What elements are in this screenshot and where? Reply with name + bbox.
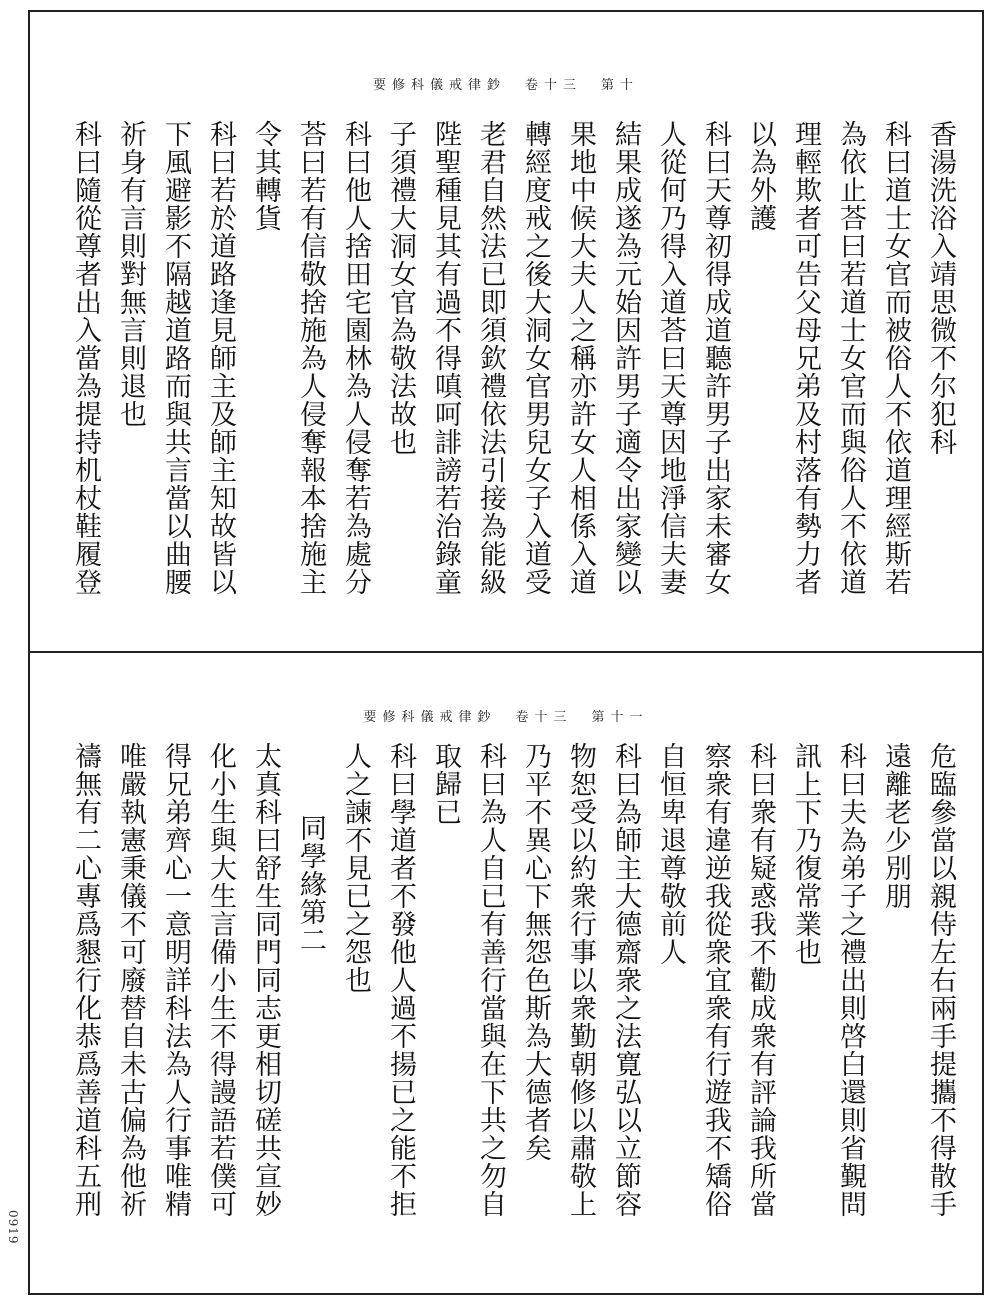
text-column: 唯嚴執憲秉儀不可廢替自未古偏為他祈: [115, 742, 146, 1218]
text-column: 人之諫不見已之怨也: [340, 742, 371, 994]
text-column: 老君自然法已即須欽禮依法引接為能級: [475, 120, 506, 596]
text-column: 科曰為師主大德齋衆之法寛弘以立節容: [610, 742, 641, 1218]
text-column: 乃平不異心下無怨色斯為大德者矣: [520, 742, 551, 1162]
text-column: 自恒卑退尊敬前人: [655, 742, 686, 966]
text-column: 科曰隨從尊者出入當為提持机杖鞋履登: [70, 120, 101, 596]
panel-divider: [28, 651, 984, 653]
bottom-panel-header: 要修科儀戒律鈔 卷十三 第十一: [363, 710, 649, 725]
text-column: 察衆有違逆我從衆宜衆有行遊我不矯俗: [700, 742, 731, 1218]
text-column: 為依止荅曰若道士女官而與俗人不依道: [835, 120, 866, 596]
text-column: 危臨參當以親侍左右兩手提攜不得散手: [925, 742, 956, 1218]
text-column: 理輕欺者可告父母兄弟及村落有勢力者: [790, 120, 821, 596]
text-column: 荅曰若有信敬捨施為人侵奪報本捨施主: [295, 120, 326, 596]
text-column: 結果成遂為元始因許男子適令出家變以: [610, 120, 641, 596]
text-column: 香湯洗浴入靖思微不尔犯科: [925, 120, 956, 456]
top-panel: [30, 12, 982, 650]
text-column: 訊上下乃復常業也: [790, 742, 821, 966]
text-column: 得兄弟齊心一意明詳科法為人行事唯精: [160, 742, 191, 1218]
text-column: 物恕受以約衆行事以衆勤朝修以肅敬上: [565, 742, 596, 1218]
text-column: 科曰他人捨田宅園林為人侵奪若為處分: [340, 120, 371, 596]
top-panel-columns: [50, 120, 962, 640]
text-column: 科曰道士女官而被俗人不依道理經斯若: [880, 120, 911, 596]
text-column: 下風避影不隔越道路而與共言當以曲腰: [160, 120, 191, 596]
bottom-panel-columns: [50, 742, 962, 1282]
text-column: 太真科曰舒生同門同志更相切磋共宣妙: [250, 742, 281, 1218]
text-column: 人從何乃得入道荅曰天尊因地淨信夫妻: [655, 120, 686, 596]
text-column: 取歸已: [430, 742, 461, 826]
text-column: 陛聖種見其有過不得嗔呵誹謗若治錄童: [430, 120, 461, 596]
text-column: 科曰天尊初得成道聽許男子出家未審女: [700, 120, 731, 596]
text-column: 令其轉貨: [250, 120, 281, 232]
text-column: 科曰為人自已有善行當與在下共之勿自: [475, 742, 506, 1218]
bottom-panel: [30, 654, 982, 1294]
top-panel-header: 要修科儀戒律鈔 卷十三 第十: [372, 78, 639, 93]
text-column: 祈身有言則對無言則退也: [115, 120, 146, 428]
text-column: 轉經度戒之後大洞女官男兒女子入道受: [520, 120, 551, 596]
text-column: 科曰學道者不發他人過不揚已之能不拒: [385, 742, 416, 1218]
page-number: 0919: [6, 1210, 20, 1245]
section-heading: 同學緣第二: [295, 814, 326, 954]
text-column: 遠離老少別朋: [880, 742, 911, 910]
text-column: 科曰夫為弟子之禮出則啓白還則省覲問: [835, 742, 866, 1218]
text-column: 科曰若於道路逢見師主及師主知故皆以: [205, 120, 236, 596]
text-column: 子須禮大洞女官為敬法故也: [385, 120, 416, 456]
text-column: 以為外護: [745, 120, 776, 232]
text-column: 果地中候大夫人之稱亦許女人相係入道: [565, 120, 596, 596]
text-column: 化小生與大生言備小生不得謾語若僕可: [205, 742, 236, 1218]
text-column: 禱無有二心專爲懇行化恭爲善道科五刑: [70, 742, 101, 1218]
text-column: 科曰衆有疑惑我不勸成衆有評論我所當: [745, 742, 776, 1218]
